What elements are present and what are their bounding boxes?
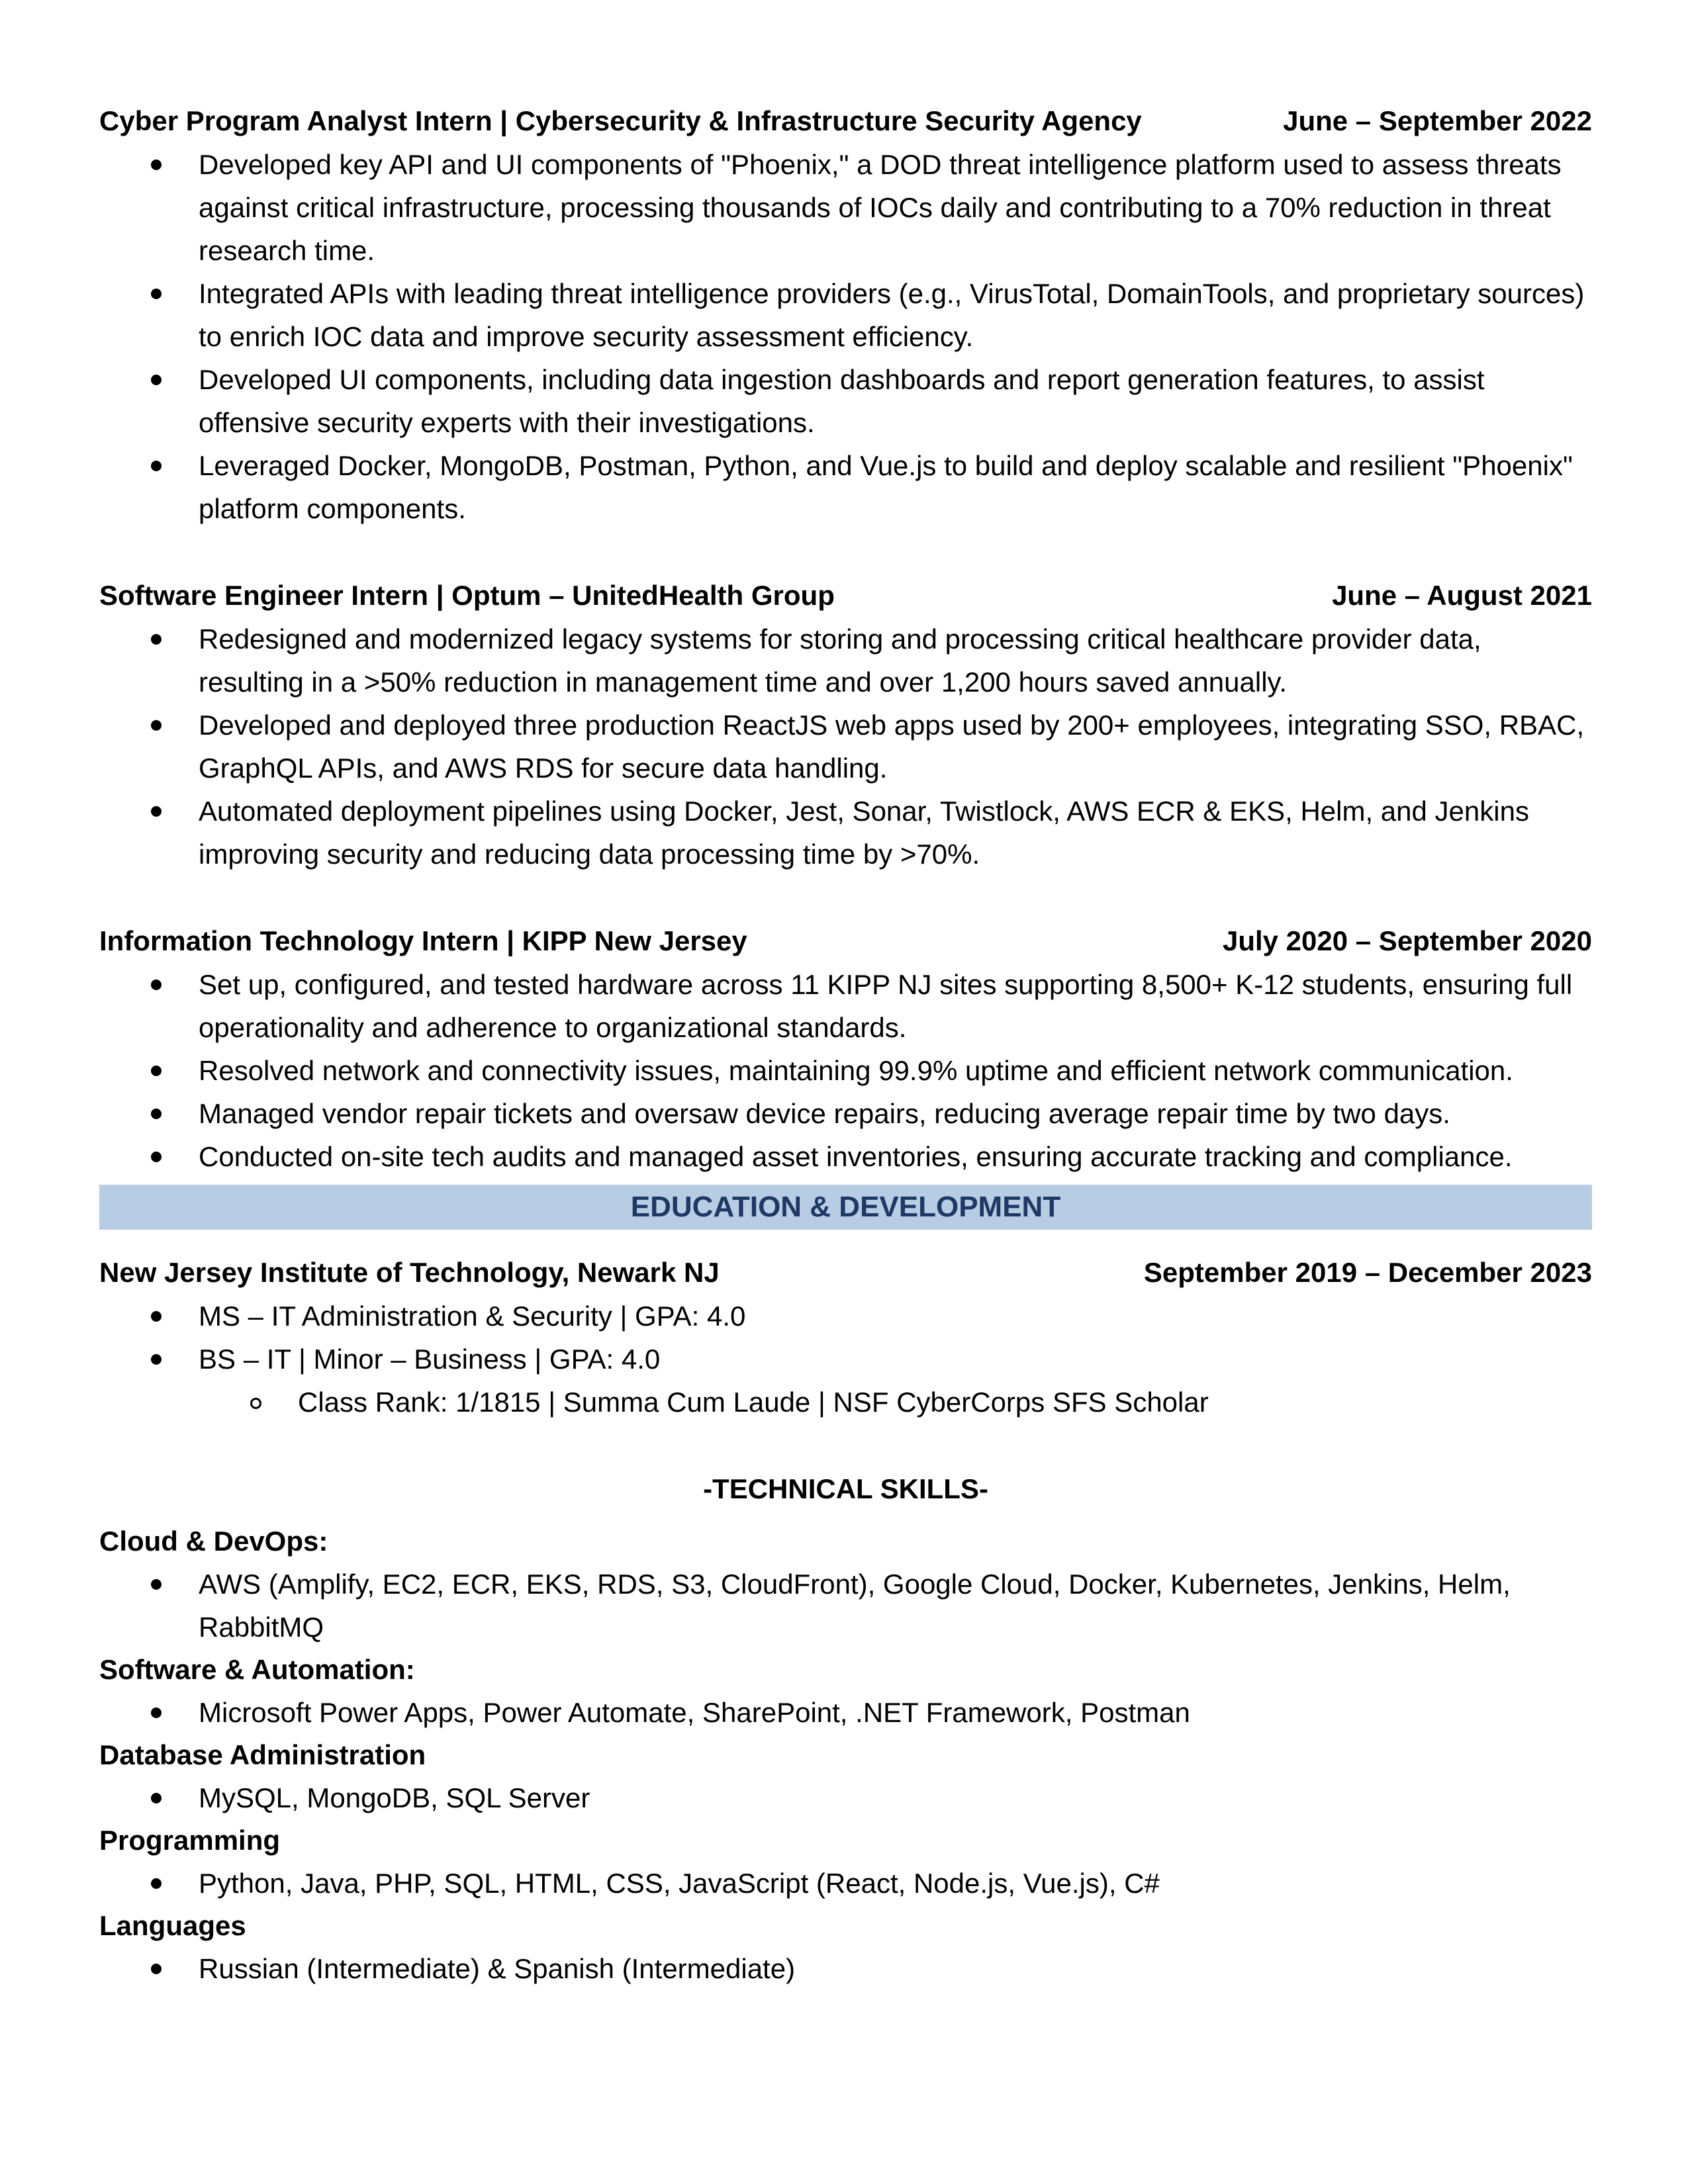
bullet-item [99, 1092, 1592, 1135]
bullet-item [99, 963, 1592, 1049]
bullet-dot-icon [151, 289, 162, 299]
resume-page [99, 99, 1592, 1990]
bullet-item [99, 272, 1592, 358]
bullet-text: Developed key API and UI components of "Phoenix," a DOD threat intelligence platform used to assess threats against critical infrastructure, processing thousands of IOCs daily and contributing to a 70% reduction in threat research time. [199, 149, 1562, 266]
degree-item [99, 1338, 1592, 1381]
skills-text: Python, Java, PHP, SQL, HTML, CSS, JavaScript (React, Node.js, Vue.js), C# [199, 1868, 1160, 1899]
bullet-item [99, 790, 1592, 876]
bullet-text: Developed and deployed three production ReactJS web apps used by 200+ employees, integrating SSO, RBAC, GraphQL APIs, and AWS RDS for secure data handling. [199, 709, 1585, 784]
bullet-text: Conducted on-site tech audits and managed asset inventories, ensuring accurate tracking and compliance. [199, 1141, 1513, 1172]
degree-list [99, 1295, 1592, 1381]
job-dates: July 2020 – September 2020 [1222, 925, 1592, 956]
bullet-text: Redesigned and modernized legacy systems for storing and processing critical healthcare provider data, resulting in a >50% reduction in management time and over 1,200 hours saved annually. [199, 623, 1481, 698]
skills-item [99, 1947, 1592, 1990]
bullet-item [99, 1049, 1592, 1092]
bullet-dot-icon [151, 1066, 162, 1076]
bullet-item [99, 1135, 1592, 1178]
bullet-dot-icon [151, 979, 162, 990]
bullet-dot-icon [151, 159, 162, 170]
job-bullets [99, 963, 1592, 1178]
skills-text: MySQL, MongoDB, SQL Server [199, 1782, 590, 1813]
skills-item [99, 1776, 1592, 1819]
skills-text: Russian (Intermediate) & Spanish (Intermediate) [199, 1953, 796, 1984]
job-dates: June – August 2021 [1332, 580, 1592, 611]
skills-items-list [99, 1563, 1592, 1649]
skills-category [99, 1734, 1592, 1819]
skills-text: AWS (Amplify, EC2, ECR, EKS, RDS, S3, CloudFront), Google Cloud, Docker, Kubernetes, Jenkins, Helm, RabbitMQ [199, 1569, 1511, 1643]
bullet-text: Resolved network and connectivity issues, maintaining 99.9% uptime and efficient network communication. [199, 1055, 1513, 1086]
skills-item [99, 1862, 1592, 1905]
job-header [99, 919, 1592, 963]
technical-skills-heading: -TECHNICAL SKILLS- [703, 1473, 988, 1504]
experience-entry-kipp [99, 919, 1592, 1178]
bullet-text: Leveraged Docker, MongoDB, Postman, Python, and Vue.js to build and deploy scalable and resilient "Phoenix" platform components. [199, 450, 1573, 524]
skills-category [99, 1649, 1592, 1734]
job-title: Software Engineer Intern | Optum – UnitedHealth Group [99, 580, 835, 611]
skills-category [99, 1819, 1592, 1905]
bullet-text: Integrated APIs with leading threat intelligence providers (e.g., VirusTotal, DomainTools, and proprietary sources) to enrich IOC data and improve security assessment efficiency. [199, 278, 1585, 352]
job-title: Information Technology Intern | KIPP New Jersey [99, 925, 747, 956]
skills-category-name: Software & Automation: [99, 1654, 415, 1685]
bullet-item [99, 358, 1592, 444]
bullet-dot-icon [151, 720, 162, 731]
bullet-dot-icon [151, 1793, 162, 1803]
degree-text: BS – IT | Minor – Business | GPA: 4.0 [199, 1343, 661, 1375]
degree-item [99, 1295, 1592, 1338]
skills-category [99, 1905, 1592, 1990]
job-bullets [99, 617, 1592, 876]
bullet-dot-icon [151, 461, 162, 471]
bullet-text: Automated deployment pipelines using Docker, Jest, Sonar, Twistlock, AWS ECR & EKS, Helm, and Jenkins improving security and reducing data processing time by >70%. [199, 796, 1529, 870]
bullet-text: Managed vendor repair tickets and oversaw device repairs, reducing average repair time by two days. [199, 1098, 1450, 1129]
bullet-dot-icon [151, 1109, 162, 1119]
bullet-dot-icon [151, 1152, 162, 1162]
skills-category-name: Cloud & DevOps: [99, 1525, 328, 1557]
honors-item [99, 1381, 1592, 1424]
school-dates: September 2019 – December 2023 [1143, 1257, 1592, 1288]
experience-entry-cisa [99, 99, 1592, 530]
hollow-bullet-icon [250, 1398, 261, 1409]
bullet-item [99, 444, 1592, 530]
skills-category [99, 1520, 1592, 1649]
skills-category-name: Database Administration [99, 1739, 426, 1770]
bullet-item [99, 617, 1592, 704]
bullet-dot-icon [151, 375, 162, 385]
skills-item [99, 1563, 1592, 1649]
bullet-dot-icon [151, 1964, 162, 1974]
bullet-dot-icon [151, 1579, 162, 1590]
bullet-dot-icon [151, 1311, 162, 1322]
bullet-text: Set up, configured, and tested hardware across 11 KIPP NJ sites supporting 8,500+ K-12 students, ensuring full operationality and adherence to organizational standards. [199, 969, 1573, 1043]
honors-text: Class Rank: 1/1815 | Summa Cum Laude | NSF CyberCorps SFS Scholar [298, 1387, 1209, 1418]
job-dates: June – September 2022 [1283, 105, 1592, 136]
skills-items-list [99, 1947, 1592, 1990]
skills-items-list [99, 1776, 1592, 1819]
education-entry [99, 1251, 1592, 1424]
bullet-dot-icon [151, 806, 162, 817]
bullet-item [99, 143, 1592, 272]
skills-items-list [99, 1862, 1592, 1905]
bullet-text: Developed UI components, including data ingestion dashboards and report generation features, to assist offensive security experts with their investigations. [199, 364, 1485, 438]
honors-list [99, 1381, 1592, 1424]
bullet-dot-icon [151, 1878, 162, 1889]
skills-category-name: Languages [99, 1910, 246, 1941]
skills-items-list [99, 1691, 1592, 1734]
skills-item [99, 1691, 1592, 1734]
bullet-dot-icon [151, 1354, 162, 1365]
school-name: New Jersey Institute of Technology, Newark NJ [99, 1257, 720, 1288]
job-bullets [99, 143, 1592, 530]
job-header [99, 574, 1592, 617]
bullet-dot-icon [151, 1707, 162, 1718]
job-title: Cyber Program Analyst Intern | Cybersecurity & Infrastructure Security Agency [99, 105, 1142, 136]
degree-text: MS – IT Administration & Security | GPA: 4.0 [199, 1300, 746, 1332]
school-header [99, 1251, 1592, 1295]
experience-entry-optum [99, 574, 1592, 876]
job-header [99, 99, 1592, 143]
skills-text: Microsoft Power Apps, Power Automate, SharePoint, .NET Framework, Postman [199, 1697, 1190, 1728]
education-section-heading: EDUCATION & DEVELOPMENT [99, 1185, 1592, 1230]
skills-category-name: Programming [99, 1825, 281, 1856]
bullet-item [99, 704, 1592, 790]
bullet-dot-icon [151, 634, 162, 645]
